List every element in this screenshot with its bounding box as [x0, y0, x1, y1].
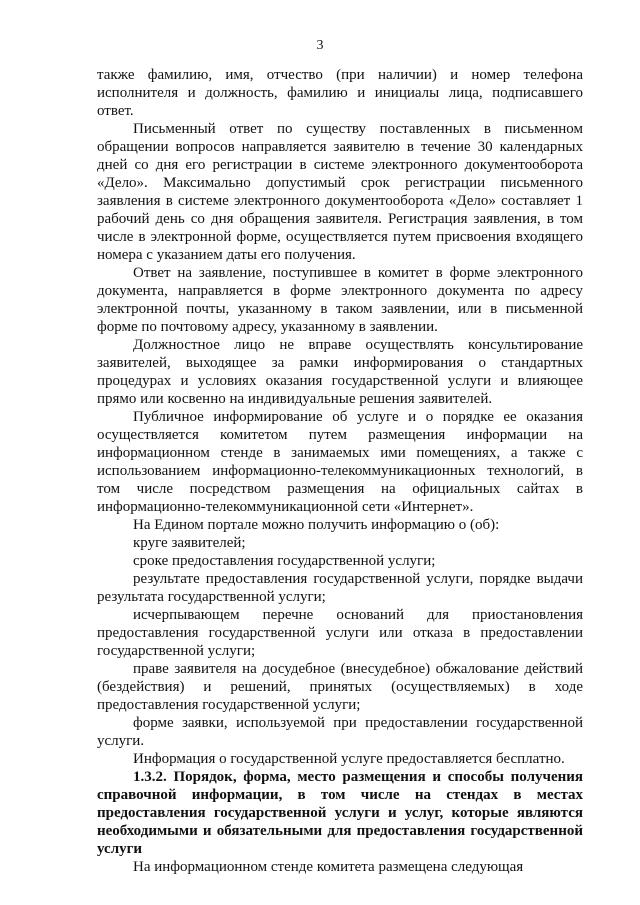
paragraph: праве заявителя на досудебное (внесудебное) обжалование действий (бездействия) и решений, принятых (осуществляемых) в ходе предоставления государственной услуги; [97, 661, 583, 713]
paragraph: исчерпывающем перечне оснований для приостановления предоставления государственной услуги или отказа в предоставлении государственной услуги; [97, 607, 583, 659]
body-text [97, 66, 583, 876]
paragraph: форме заявки, используемой при предоставлении государственной услуги. [97, 715, 583, 749]
paragraph: Информация о государственной услуге предоставляется бесплатно. [133, 751, 565, 767]
paragraph: результате предоставления государственной услуги, порядке выдачи результата государственной услуги; [97, 571, 583, 605]
paragraph: сроке предоставления государственной услуги; [133, 553, 436, 569]
paragraph: Должностное лицо не вправе осуществлять консультирование заявителей, выходящее за рамки информирования о стандартных процедурах и условиях оказания государственной услуги и влияющее прямо или косвенно на индивидуальные решения заявителей. [97, 337, 583, 407]
section-heading: 1.3.2. Порядок, форма, место размещения и способы получения справочной информации, в том числе на стендах в местах предоставления государственной услуги и услуг, которые являются необходимыми и обязательными для предоставления государственной услуги [97, 769, 583, 857]
paragraph: Ответ на заявление, поступившее в комитет в форме электронного документа, направляется в форме электронного документа по адресу электронной почты, указанному в таком заявлении, или в письменной форме по почтовому адресу, указанному в заявлении. [97, 265, 583, 335]
paragraph: На информационном стенде комитета размещена следующая [133, 859, 524, 875]
paragraph: круге заявителей; [133, 535, 246, 551]
paragraph: Публичное информирование об услуге и о порядке ее оказания осуществляется комитетом путем размещения информации на информационном стенде в занимаемых ими помещениях, а также с использованием информационно-телекоммуникационных технологий, в том числе посредством размещения на официальных сайтах в информационно-телекоммуникационной сети «Интернет». [97, 409, 583, 515]
paragraph: также фамилию, имя, отчество (при наличии) и номер телефона исполнителя и должность, фамилию и инициалы лица, подписавшего ответ. [97, 67, 583, 119]
paragraph: Письменный ответ по существу поставленных в письменном обращении вопросов направляется заявителю в течение 30 календарных дней со дня его регистрации в системе электронного документооборота «Дело». Максимально допустимый срок регистрации письменного заявления в системе электронного документооборота «Дело» составляет 1 рабочий день со дня обращения заявителя. Регистрация заявления, в том числе в электронной форме, осуществляется путем присвоения входящего номера с указанием даты его получения. [97, 121, 583, 263]
page-number: 3 [316, 38, 324, 53]
paragraph: На Едином портале можно получить информацию о (об): [133, 517, 500, 533]
